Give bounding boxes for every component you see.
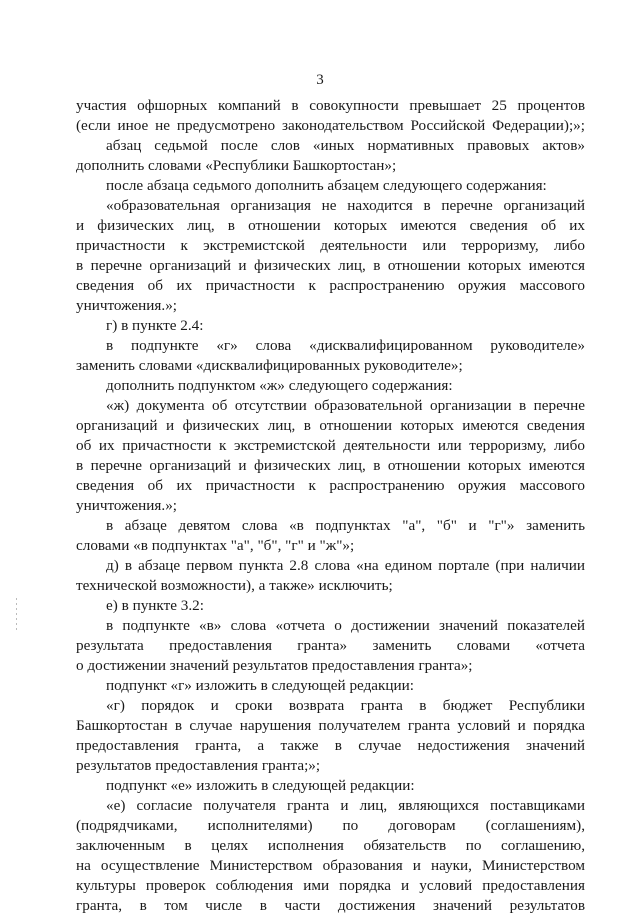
text-line: д) в абзаце первом пункта 2.8 слова «на едином портале (при наличии (106, 557, 585, 574)
text-line: после абзаца седьмого дополнить абзацем следующего содержания: (106, 177, 547, 194)
text-line: е) в пункте 3.2: (106, 597, 204, 614)
text-line: уничтожения.»; (76, 497, 178, 514)
text-line: в перечне организаций и физических лиц, в отношении которых имеются (76, 257, 585, 274)
text-line: (подрядчиками, исполнителями) по договорам (соглашениям), (76, 817, 585, 834)
text-line: технической возможности), а также» исключить; (76, 577, 393, 594)
text-line: результатов предоставления гранта;»; (76, 757, 321, 774)
text-line: дополнить подпунктом «ж» следующего содержания: (106, 377, 453, 394)
text-line: предоставления гранта, а также в случае недостижения значений (76, 737, 585, 754)
text-line: абзац седьмой после слов «иных нормативных правовых актов» (106, 137, 585, 154)
text-line: в перечне организаций и физических лиц, в отношении которых имеются (76, 457, 585, 474)
text-line: Башкортостан в случае нарушения получателем гранта условий и порядка (76, 717, 585, 734)
text-line: на осуществление Министерством образования и науки, Министерством (76, 857, 585, 874)
text-line: культуры проверок соблюдения ими порядка и условий предоставления (76, 877, 585, 894)
text-line: дополнить словами «Республики Башкортостан»; (76, 157, 397, 174)
text-line: причастности к экстремистской деятельности или терроризму, либо (76, 237, 585, 254)
text-line: об их причастности к экстремистской деятельности или терроризму, либо (76, 437, 585, 454)
text-line: подпункт «г» изложить в следующей редакции: (106, 677, 415, 694)
text-line: уничтожения.»; (76, 297, 178, 314)
text-line: и физических лиц, в отношении которых имеются сведения об их (76, 217, 585, 234)
text-line: участия офшорных компаний в совокупности превышает 25 процентов (76, 97, 585, 114)
text-line: сведения об их причастности к распространению оружия массового (76, 277, 585, 294)
text-line: «образовательная организация не находится в перечне организаций (106, 197, 585, 214)
text-line: подпункт «е» изложить в следующей редакции: (106, 777, 415, 794)
text-line: словами «в подпунктах "а", "б", "г" и "ж"»; (76, 537, 355, 554)
text-line: «ж) документа об отсутствии образовательной организации в перечне (106, 397, 585, 414)
text-line: «г) порядок и сроки возврата гранта в бюджет Республики (106, 697, 585, 714)
page-number: 3 (316, 72, 324, 88)
text-line: в подпункте «г» слова «дисквалифицированном руководителе» (106, 337, 585, 354)
text-line: гранта, в том числе в части достижения значений результатов (76, 897, 585, 914)
text-line: (если иное не предусмотрено законодательством Российской Федерации);»; (76, 117, 585, 134)
text-line: о достижении значений результатов предоставления гранта»; (76, 657, 473, 674)
text-line: заключенным в целях исполнения обязательств по соглашению, (76, 837, 585, 854)
scan-margin-mark (16, 598, 17, 632)
text-line: «е) согласие получателя гранта и лиц, являющихся поставщиками (106, 797, 585, 814)
text-line: сведения об их причастности к распространению оружия массового (76, 477, 585, 494)
text-line: в абзаце девятом слова «в подпунктах "а", "б" и "г"» заменить (106, 517, 585, 534)
document-body (76, 96, 585, 916)
text-line: результата предоставления гранта» заменить словами «отчета (76, 637, 585, 654)
text-line: г) в пункте 2.4: (106, 317, 204, 334)
text-line: в подпункте «в» слова «отчета о достижении значений показателей (106, 617, 585, 634)
text-line: организаций и физических лиц, в отношении которых имеются сведения (76, 417, 585, 434)
text-line: заменить словами «дисквалифицированных руководителе»; (76, 357, 463, 374)
